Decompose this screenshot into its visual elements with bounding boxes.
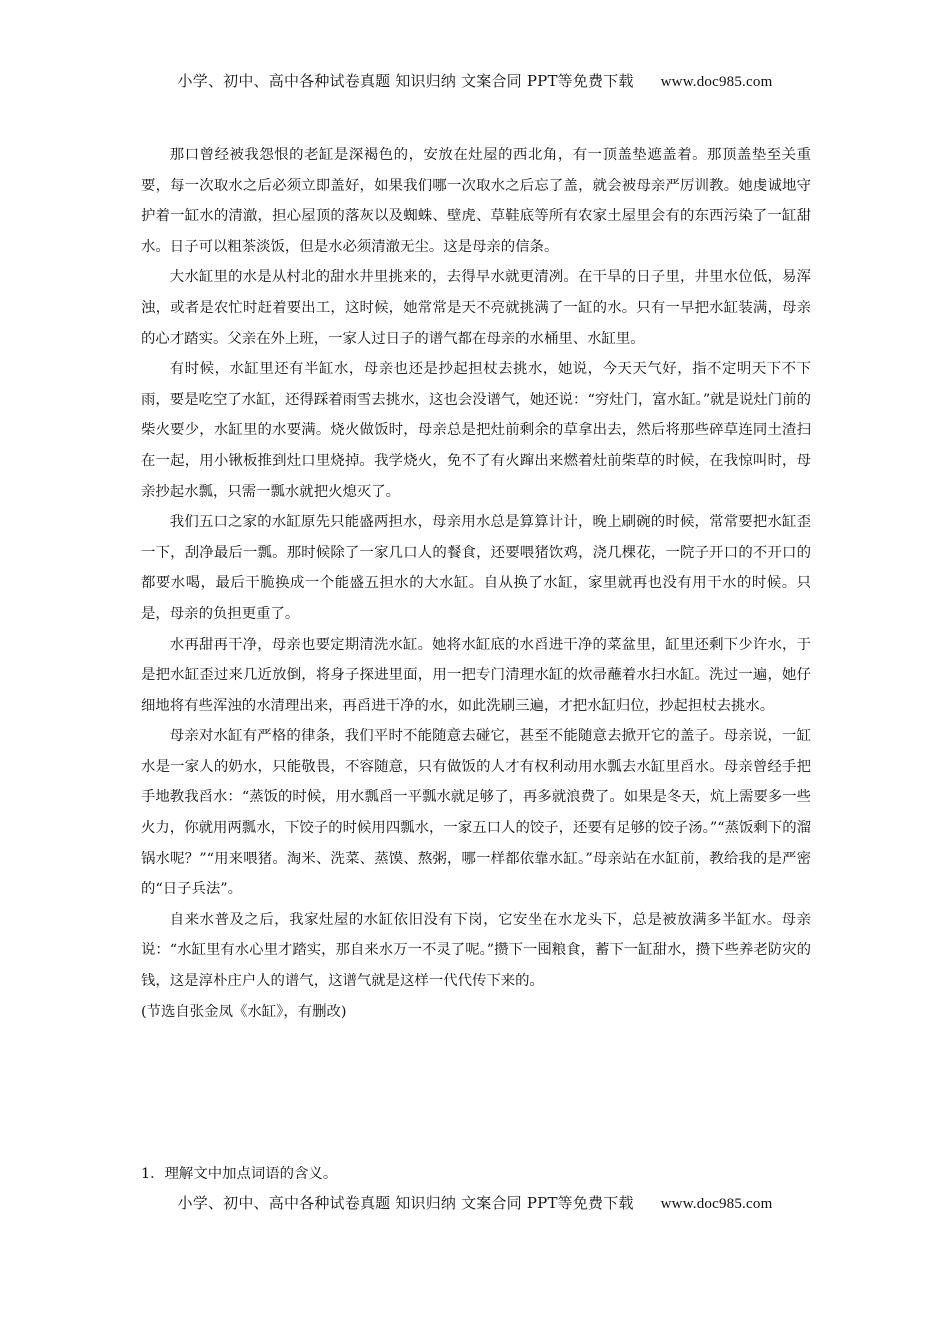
paragraph-3: 有时候，水缸里还有半缸水，母亲也还是抄起担杖去挑水，她说，今天天气好，指不定明天下不下雨，要是吃空了水缸，还得踩着雨雪去挑水，这也会没谱气，她还说：“穷灶门，富水缸。”就是说灶门前的柴火要少，水缸里的水要满。烧火做饭时，母亲总是把灶前剩余的草拿出去，然后将那些碎草连同土渣扫在一起，用小锹板推到灶口里烧掉。我学烧火，免不了有火蹿出来燃着灶前柴草的时候，在我惊叫时，母亲抄起水瓢，只需一瓢水就把火熄灭了。 [141,361,811,500]
header-url[interactable]: www.doc985.com [660,74,773,90]
paragraph-5: 水再甜再干净，母亲也要定期清洗水缸。她将水缸底的水舀进干净的菜盆里，缸里还剩下少许水，于是把水缸歪过来几近放倒，将身子探进里面，用一把专门清理水缸的炊帚蘸着水扫水缸。洗过一遍，她仔细地将有些浑浊的水清理出来，再舀进干净的水，如此洗刷三遍，才把水缸归位，抄起担杖去挑水。 [141,636,811,714]
article-source: (节选自张金凤《水缸》，有删改) [141,1003,347,1020]
footer-text: 小学、初中、高中各种试卷真题 知识归纳 文案合同 PPT等免费下载 [177,1194,634,1212]
page-footer [0,1192,950,1213]
question-1: 1．理解文中加点词语的含义。 [141,1166,338,1182]
article-body [141,140,811,1027]
page-header [0,70,950,91]
paragraph-6: 母亲对水缸有严格的律条，我们平时不能随意去碰它，甚至不能随意去掀开它的盖子。母亲说，一缸水是一家人的奶水，只能敬畏，不容随意，只有做饭的人才有权利动用水瓢去水缸里舀水。母亲曾经手把手地教我舀水：“蒸饭的时候，用水瓢舀一平瓢水就足够了，再多就浪费了。如果是冬天，炕上需要多一些火力，你就用两瓢水，下饺子的时候用四瓢水，一家五口人的饺子，还要有足够的饺子汤。”“蒸饭剩下的溜锅水呢？”“用来喂猪。淘米、洗菜、蒸馍、熬粥，哪一样都依靠水缸。”母亲站在水缸前，教给我的是严密的“日子兵法”。 [141,728,811,898]
paragraph-2: 大水缸里的水是从村北的甜水井里挑来的，去得早水就更清冽。在干旱的日子里，井里水位低，易浑浊，或者是农忙时赶着要出工，这时候，她常常是天不亮就挑满了一缸的水。只有一早把水缸装满，母亲的心才踏实。父亲在外上班，一家人过日子的谱气都在母亲的水桶里、水缸里。 [141,269,811,347]
footer-url[interactable]: www.doc985.com [660,1196,773,1212]
paragraph-7: 自来水普及之后，我家灶屋的水缸依旧没有下岗，它安坐在水龙头下，总是被放满多半缸水。母亲说：“水缸里有水心里才踏实，那自来水万一不灵了呢。”攒下一囤粮食，蓄下一缸甜水，攒下些养老防灾的钱，这是淳朴庄户人的谱气，这谱气就是这样一代代传下来的。 [141,911,811,990]
paragraph-1: 那口曾经被我怨恨的老缸是深褐色的，安放在灶屋的西北角，有一顶盖垫遮盖着。那顶盖垫至关重要，每一次取水之后必须立即盖好，如果我们哪一次取水之后忘了盖，就会被母亲严厉训教。她虔诚地守护着一缸水的清澈，担心屋顶的落灰以及蜘蛛、壁虎、草鞋底等所有农家土屋里会有的东西污染了一缸甜水。日子可以粗茶淡饭，但是水必须清澈无尘。这是母亲的信条。 [141,147,811,255]
header-text: 小学、初中、高中各种试卷真题 知识归纳 文案合同 PPT等免费下载 [177,72,634,90]
paragraph-4: 我们五口之家的水缸原先只能盛两担水，母亲用水总是算算计计，晚上刷碗的时候，常常要把水缸歪一下，刮净最后一瓢。那时候除了一家几口人的餐食，还要喂猪饮鸡，浇几棵花，一院子开口的不开口的都要水喝，最后干脆换成一个能盛五担水的大水缸。自从换了水缸，家里就再也没有用干水的时候。只是，母亲的负担更重了。 [141,514,811,622]
